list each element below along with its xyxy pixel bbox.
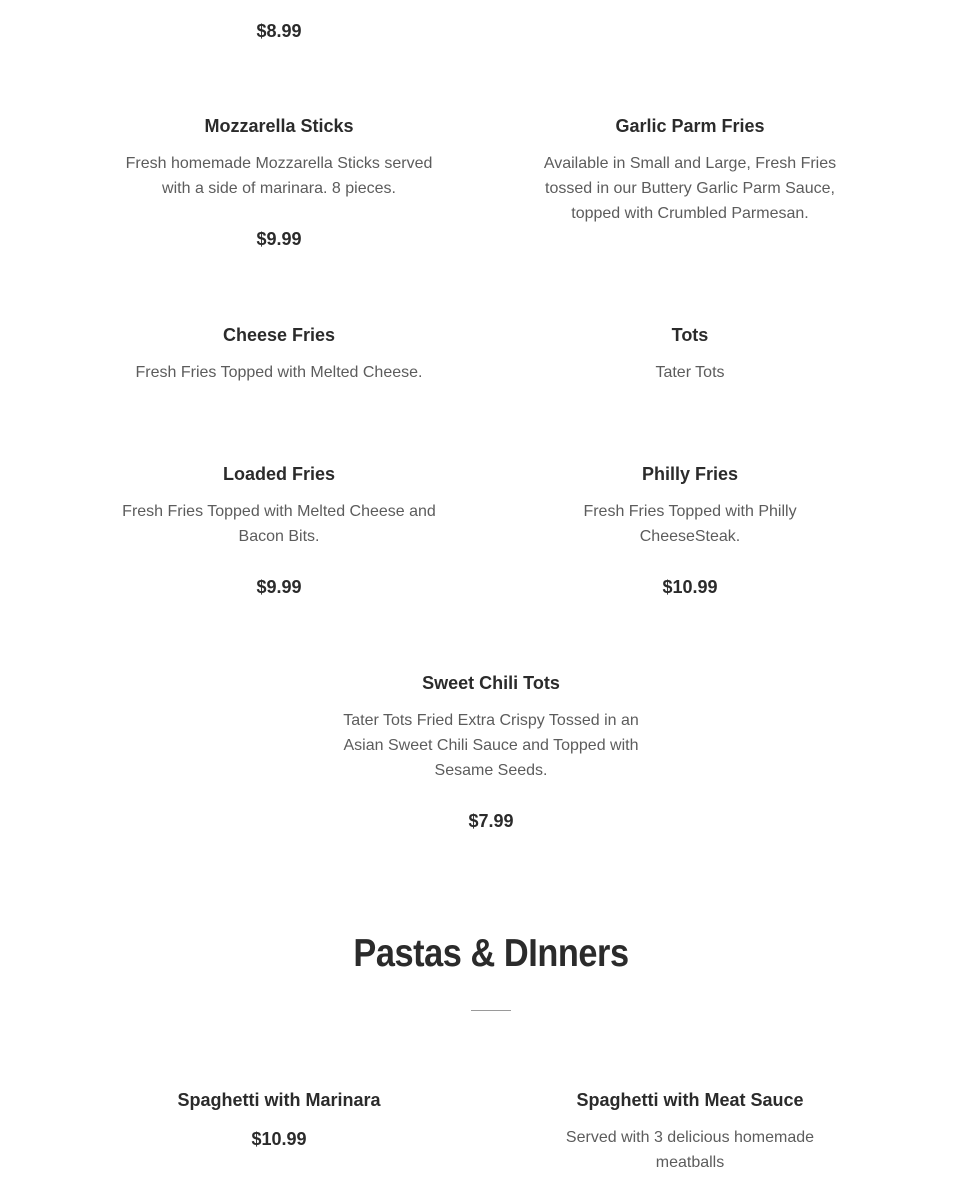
menu-item-mozzarella-sticks xyxy=(119,115,439,250)
item-name: Spaghetti with Meat Sauce xyxy=(576,1090,804,1110)
item-price: $10.99 xyxy=(251,1129,307,1149)
section-divider xyxy=(471,1010,511,1011)
item-name: Garlic Parm Fries xyxy=(615,116,765,136)
item-name: Loaded Fries xyxy=(222,464,336,484)
menu-item-sweet-chili-tots xyxy=(332,672,650,832)
item-price: $10.99 xyxy=(662,577,718,597)
item-name: Sweet Chili Tots xyxy=(422,673,560,693)
item-name: Mozzarella Sticks xyxy=(204,116,354,136)
menu-item-tots xyxy=(530,324,850,385)
item-name: Tots xyxy=(671,325,709,345)
item-description: Served with 3 delicious homemade meatballs xyxy=(565,1129,815,1171)
item-description: Fresh Fries Topped with Philly CheeseSteak. xyxy=(583,503,797,545)
menu-item-loaded-fries xyxy=(119,463,439,598)
item-price: $8.99 xyxy=(256,21,302,41)
item-description: Fresh Fries Topped with Melted Cheese. xyxy=(135,364,423,381)
item-name: Spaghetti with Marinara xyxy=(177,1090,381,1110)
item-price: $7.99 xyxy=(468,811,514,831)
section-heading-pastas-dinners: Pastas & DInners xyxy=(353,932,629,975)
item-name: Cheese Fries xyxy=(222,325,336,345)
item-description: Tater Tots Fried Extra Crispy Tossed in an Asian Sweet Chili Sauce and Topped with Sesame Seeds. xyxy=(343,712,639,779)
menu-item-garlic-parm-fries xyxy=(530,115,850,226)
item-price: $9.99 xyxy=(256,577,302,597)
item-description: Fresh Fries Topped with Melted Cheese and Bacon Bits. xyxy=(122,503,436,545)
menu-item-philly-fries xyxy=(530,463,850,598)
menu-item-spaghetti-marinara xyxy=(119,1089,439,1150)
item-name: Philly Fries xyxy=(641,464,739,484)
menu-item-previous xyxy=(119,20,439,42)
item-price: $9.99 xyxy=(256,229,302,249)
item-description: Fresh homemade Mozzarella Sticks served with a side of marinara. 8 pieces. xyxy=(125,155,433,197)
menu-item-spaghetti-meat-sauce xyxy=(530,1089,850,1175)
menu-item-cheese-fries xyxy=(119,324,439,385)
item-description: Available in Small and Large, Fresh Fries tossed in our Buttery Garlic Parm Sauce, topped with Crumbled Parmesan. xyxy=(543,155,837,222)
item-description: Tater Tots xyxy=(655,364,725,381)
